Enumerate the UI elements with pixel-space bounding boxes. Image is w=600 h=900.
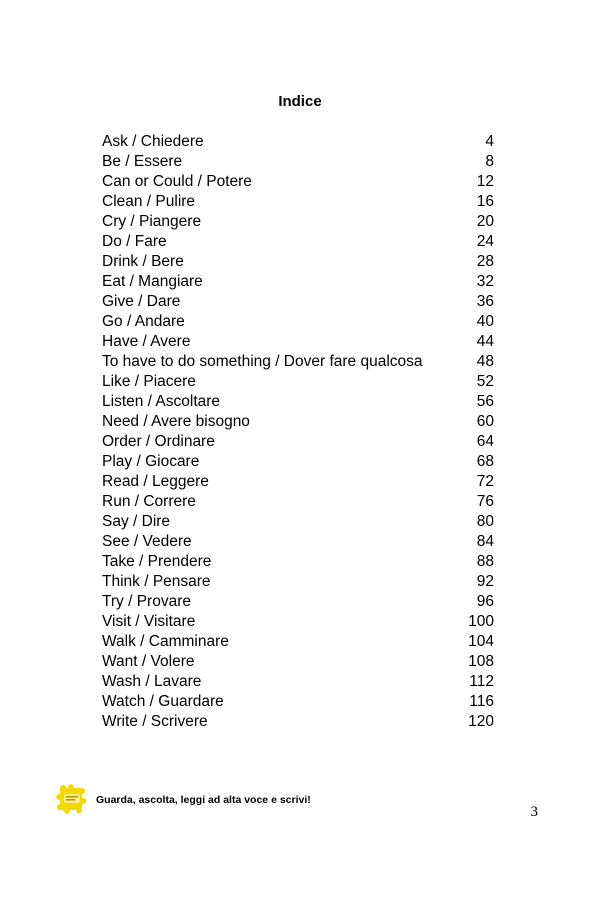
toc-entry-page-number: 120 [468, 713, 494, 730]
toc-entry-label: Visit / Visitare [102, 613, 196, 630]
toc-entry-page-number: 4 [485, 133, 494, 150]
toc-entry-label: Do / Fare [102, 233, 167, 250]
toc-entry-label: Want / Volere [102, 653, 195, 670]
toc-entry [102, 192, 494, 212]
toc-entry-page-number: 76 [476, 493, 494, 510]
toc-entry [102, 712, 494, 732]
toc-entry-page-number: 84 [476, 533, 494, 550]
toc-entry-label: Walk / Camminare [102, 633, 229, 650]
toc-entry-label: Try / Provare [102, 593, 191, 610]
toc-entry-page-number: 72 [476, 473, 494, 490]
toc-entry [102, 572, 494, 592]
toc-entry-label: To have to do something / Dover fare qualcosa [102, 353, 423, 370]
toc-entry-label: Play / Giocare [102, 453, 200, 470]
toc-entry-label: Need / Avere bisogno [102, 413, 250, 430]
toc-entry-page-number: 28 [476, 253, 494, 270]
toc-entry-label: Have / Avere [102, 333, 191, 350]
toc-entry-label: Like / Piacere [102, 373, 196, 390]
toc-entry [102, 372, 494, 392]
toc-entry [102, 232, 494, 252]
toc-entry-page-number: 20 [476, 213, 494, 230]
toc-entry-page-number: 92 [476, 573, 494, 590]
toc-entry-page-number: 108 [468, 653, 494, 670]
toc-entry-label: Eat / Mangiare [102, 273, 203, 290]
toc-entry-page-number: 116 [469, 693, 494, 710]
toc-entry-page-number: 100 [468, 613, 494, 630]
toc-entry-page-number: 64 [476, 433, 494, 450]
toc-entry-label: Write / Scrivere [102, 713, 208, 730]
toc-entry [102, 472, 494, 492]
toc-entry [102, 592, 494, 612]
toc-entry-page-number: 12 [476, 173, 494, 190]
toc-entry [102, 532, 494, 552]
toc-entry-page-number: 56 [476, 393, 494, 410]
toc-entry-label: Ask / Chiedere [102, 133, 204, 150]
toc-entry [102, 292, 494, 312]
toc-entry [102, 312, 494, 332]
toc-entry [102, 632, 494, 652]
toc-entry-label: Drink / Bere [102, 253, 184, 270]
toc-entry-label: Read / Leggere [102, 473, 209, 490]
toc-entry [102, 392, 494, 412]
toc-entry [102, 172, 494, 192]
toc-entry-page-number: 88 [476, 553, 494, 570]
footer-tagline: Guarda, ascolta, leggi ad alta voce e scrivi! [96, 794, 311, 806]
yellow-puzzle-logo-icon [54, 782, 92, 816]
toc-entry-label: See / Vedere [102, 533, 192, 550]
toc-entry-page-number: 80 [476, 513, 494, 530]
toc-entry [102, 452, 494, 472]
toc-entry [102, 332, 494, 352]
toc-entry [102, 432, 494, 452]
toc-entry-label: Say / Dire [102, 513, 171, 530]
toc-entry-label: Listen / Ascoltare [102, 393, 221, 410]
toc-entry [102, 692, 494, 712]
toc-entry-page-number: 60 [476, 413, 494, 430]
toc-entry [102, 612, 494, 632]
toc-entry-page-number: 52 [476, 373, 494, 390]
toc-entry-page-number: 24 [476, 233, 494, 250]
table-of-contents [102, 132, 494, 732]
toc-entry-label: Be / Essere [102, 153, 183, 170]
toc-entry [102, 352, 494, 372]
page-title: Indice [278, 93, 322, 110]
toc-entry-page-number: 96 [476, 593, 494, 610]
toc-entry-label: Cry / Piangere [102, 213, 202, 230]
toc-entry [102, 252, 494, 272]
toc-entry-page-number: 112 [469, 673, 494, 690]
toc-entry-page-number: 48 [476, 353, 494, 370]
toc-entry-page-number: 36 [476, 293, 494, 310]
toc-entry [102, 152, 494, 172]
toc-entry-label: Take / Prendere [102, 553, 212, 570]
toc-entry-label: Wash / Lavare [102, 673, 202, 690]
toc-entry-page-number: 44 [476, 333, 494, 350]
toc-entry [102, 652, 494, 672]
toc-entry [102, 512, 494, 532]
toc-entry-label: Run / Correre [102, 493, 196, 510]
toc-entry-page-number: 32 [476, 273, 494, 290]
toc-entry-label: Clean / Pulire [102, 193, 196, 210]
toc-entry-label: Go / Andare [102, 313, 185, 330]
toc-entry [102, 412, 494, 432]
toc-entry [102, 552, 494, 572]
toc-entry-label: Order / Ordinare [102, 433, 215, 450]
toc-entry-label: Give / Dare [102, 293, 181, 310]
toc-entry [102, 672, 494, 692]
toc-entry-page-number: 68 [476, 453, 494, 470]
toc-entry-label: Watch / Guardare [102, 693, 224, 710]
toc-entry-page-number: 40 [476, 313, 494, 330]
toc-entry [102, 272, 494, 292]
toc-entry [102, 492, 494, 512]
toc-entry [102, 132, 494, 152]
toc-entry-label: Think / Pensare [102, 573, 211, 590]
page-number: 3 [530, 804, 538, 820]
toc-entry-page-number: 104 [468, 633, 494, 650]
toc-entry-page-number: 16 [476, 193, 494, 210]
toc-entry-label: Can or Could / Potere [102, 173, 252, 190]
toc-entry-page-number: 8 [485, 153, 494, 170]
toc-entry [102, 212, 494, 232]
